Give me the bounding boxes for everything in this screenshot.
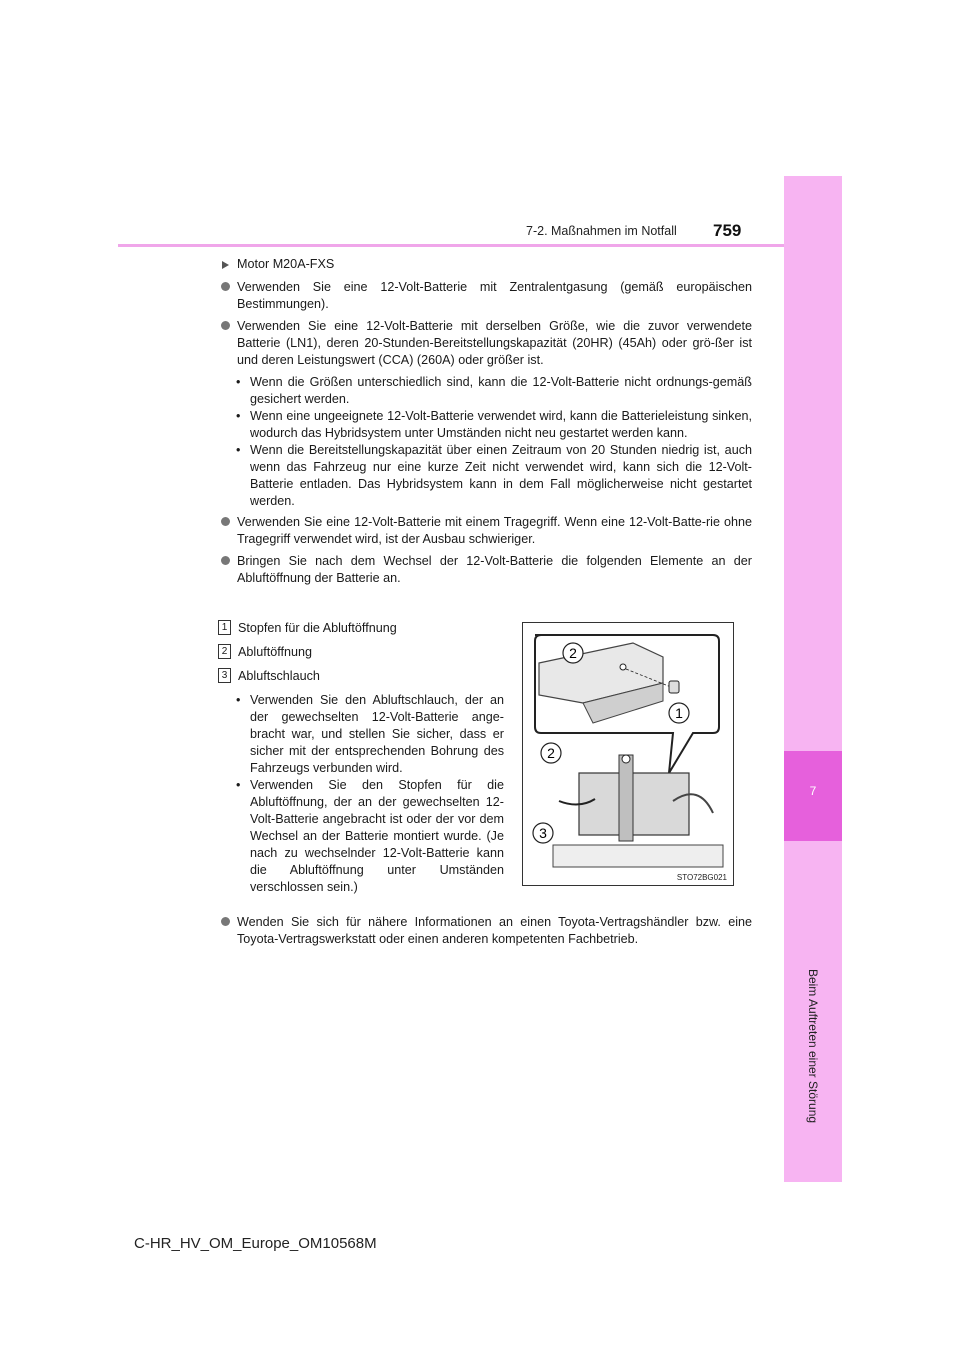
header-rule [118,244,784,247]
subbullet-item: • Wenn die Größen unterschiedlich sind, kann die 12-Volt-Batterie nicht ordnungs-gemäß gesichert werden. [236,375,752,406]
bullet-dot-icon [221,321,230,330]
chapter-side-tab [784,176,842,1182]
section-title: 7-2. Maßnahmen im Notfall [526,224,677,238]
bullet-item: Bringen Sie nach dem Wechsel der 12-Volt-Batterie die folgenden Elemente an der Abluftöffnung der Batterie an. [222,553,752,587]
battery-body [579,773,689,835]
engine-subheading [222,256,752,273]
legend-label: Stopfen für die Abluftöffnung [238,621,397,635]
figure-code: STO72BG021 [676,873,727,882]
vent-plug-icon [669,681,679,693]
closing-content [222,914,752,953]
bullet-dot-icon [221,517,230,526]
legend-notes [236,692,504,896]
battery-vent-figure [522,622,734,886]
bullet-dot-icon [221,917,230,926]
vent-outlet-icon [622,755,630,763]
battery-illustration [523,623,733,885]
subbullet-list [222,374,752,510]
bullet-item: Wenden Sie sich für nähere Informationen an einen Toyota-Vertragshändler bzw. eine Toyota-Vertragswerkstatt oder einen anderen kompetenten Fachbetrieb. [222,914,752,948]
document-code: C-HR_HV_OM_Europe_OM10568M [134,1235,377,1252]
note-item: • Verwenden Sie den Stopfen für die Abluftöffnung, der an der gewechselten 12-Volt-Batterie angebracht ist oder der vor dem Wechsel an der Batterie montiert wurde. (Je nach zu wechselnder 12-Volt-Batterie kann die Abluftöffnung unter Umständen verschlossen sein.) [236,778,504,894]
callout-label: 2 [569,645,577,661]
page-number: 759 [713,221,742,240]
bullet-item: Verwenden Sie eine 12-Volt-Batterie mit einem Tragegriff. Wenn eine 12-Volt-Batte-rie ohne Tragegriff verwendet wird, ist der Ausbau schwieriger. [222,514,752,548]
engine-bay-floor [553,845,723,867]
legend-number: 2 [218,644,231,659]
callout-label: 3 [539,825,547,841]
vent-hole-icon [620,664,626,670]
chapter-title: Beim Auftreten einer Störung [806,968,820,1124]
legend-label: Abluftschlauch [238,669,320,683]
note-item: • Verwenden Sie den Abluftschlauch, der an der gewechselten 12-Volt-Batterie ange-bracht war, und stellen Sie sicher, dass er sicher mit der entsprechenden Bohrung des Fahrzeugs verbunden wird. [236,693,504,775]
subbullet-item: • Wenn die Bereitstellungskapazität über einen Zeitraum von 20 Stunden niedrig ist, auch wenn das Fahrzeug nur eine kurze Zeit nicht verwendet wird, kann sich die 12-Volt-Batterie entladen. Das Hybridsystem kann in dem Fall möglicherweise nicht gestartet werden. [236,443,752,508]
legend-label: Abluftöffnung [238,645,312,659]
legend-number: 3 [218,668,231,683]
subheading-text: Motor M20A-FXS [237,257,335,271]
triangle-marker-icon [222,261,229,269]
bullet-item: Verwenden Sie eine 12-Volt-Batterie mit Zentralentgasung (gemäß europäischen Bestimmungen). [222,279,752,313]
main-content [222,256,752,592]
bullet-item: Verwenden Sie eine 12-Volt-Batterie mit derselben Größe, wie die zuvor verwendete Batterie (LN1), deren 20-Stunden-Bereitstellungskapazität (20HR) (45Ah) oder grö-ßer ist und deren Leistungswert (CCA) (260A) oder größer ist. [222,318,752,369]
subbullet-item: • Wenn eine ungeeignete 12-Volt-Batterie verwendet wird, kann die Batterieleistung sinken, wodurch das Hybridsystem unter Umständen nicht neu gestartet werden kann. [236,409,752,440]
bullet-dot-icon [221,556,230,565]
battery-clamp [619,755,633,841]
callout-label: 2 [547,745,555,761]
chapter-number: 7 [809,784,817,798]
legend-number: 1 [218,620,231,635]
bullet-dot-icon [221,282,230,291]
callout-label: 1 [675,705,683,721]
